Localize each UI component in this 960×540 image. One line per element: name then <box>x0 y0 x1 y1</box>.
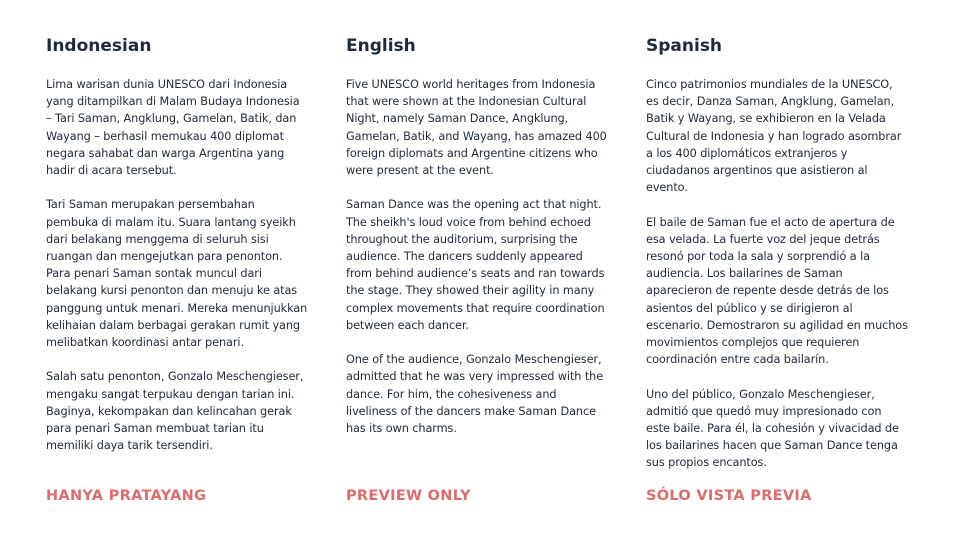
column-english <box>346 34 608 454</box>
preview-label-indonesian: HANYA PRATAYANG <box>46 488 207 504</box>
column-title: Indonesian <box>46 36 152 56</box>
paragraph-3: Salah satu penonton, Gonzalo Meschengieser, mengaku sangat terpukau dengan tarian ini. Baginya, kekompakan dan kelincahan gerak para penari Saman membuat tarian itu memiliki daya tarik tersendiri. <box>46 370 304 453</box>
paragraph-2: El baile de Saman fue el acto de apertura de esa velada. La fuerte voz del jeque detrás resonó por toda la sala y sorprendió a la audiencia. Los bailarines de Saman aparecieron de repente desde detrás de los asientos del público y se dirigieron al escenario. Demostraron su agilidad en muchos movimientos complejos que requieren coordinación entre cada bailarín. <box>646 215 908 367</box>
column-title: English <box>346 36 416 56</box>
column-title: Spanish <box>646 36 723 56</box>
column-indonesian <box>46 34 308 472</box>
paragraph-3: One of the audience, Gonzalo Meschengieser, admitted that he was very impressed with the dance. For him, the cohesiveness and liveliness of the dancers make Saman Dance has its own charms. <box>346 353 604 436</box>
paragraph-3: Uno del público, Gonzalo Meschengieser, admitió que quedó muy impresionado con este baile. Para él, la cohesión y vivacidad de los bailarines hacen que Saman Dance tenga sus propios encantos. <box>646 387 899 470</box>
column-spanish <box>646 34 908 489</box>
preview-label-english: PREVIEW ONLY <box>346 488 471 504</box>
paragraph-1: Cinco patrimonios mundiales de la UNESCO, es decir, Danza Saman, Angklung, Gamelan, Batik y Wayang, se exhibieron en la Velada Cultural de Indonesia y han logrado asombrar a los 400 diplomáticos extranjeros y ciudadanos argentinos que asistieron al evento. <box>646 78 902 195</box>
preview-label-spanish: SÓLO VISTA PREVIA <box>646 488 812 504</box>
paragraph-2: Tari Saman merupakan persembahan pembuka di malam itu. Suara lantang syeikh dari belakang menggema di seluruh sisi ruangan dan mengejutkan para penonton. Para penari Saman sontak muncul dari belakang kursi penonton dan menuju ke atas panggung untuk menari. Mereka menunjukkan kelihaian dalam berbagai gerakan rumit yang melibatkan koordinasi antar penari. <box>46 198 308 350</box>
paragraph-1: Five UNESCO world heritages from Indonesia that were shown at the Indonesian Cultural Night, namely Saman Dance, Angklung, Gamelan, Batik, and Wayang, has amazed 400 foreign diplomats and Argentine citizens who were present at the event. <box>346 78 607 178</box>
paragraph-1: Lima warisan dunia UNESCO dari Indonesia yang ditampilkan di Malam Budaya Indonesia – Tari Saman, Angklung, Gamelan, Batik, dan Wayang – berhasil memukau 400 diplomat negara sahabat dan warga Argentina yang hadir di acara tersebut. <box>46 78 300 178</box>
paragraph-2: Saman Dance was the opening act that night. The sheikh's loud voice from behind echoed throughout the auditorium, surprising the audience. The dancers suddenly appeared from behind audience’s seats and ran towards the stage. They showed their agility in many complex movements that require coordination between each dancer. <box>346 198 605 332</box>
